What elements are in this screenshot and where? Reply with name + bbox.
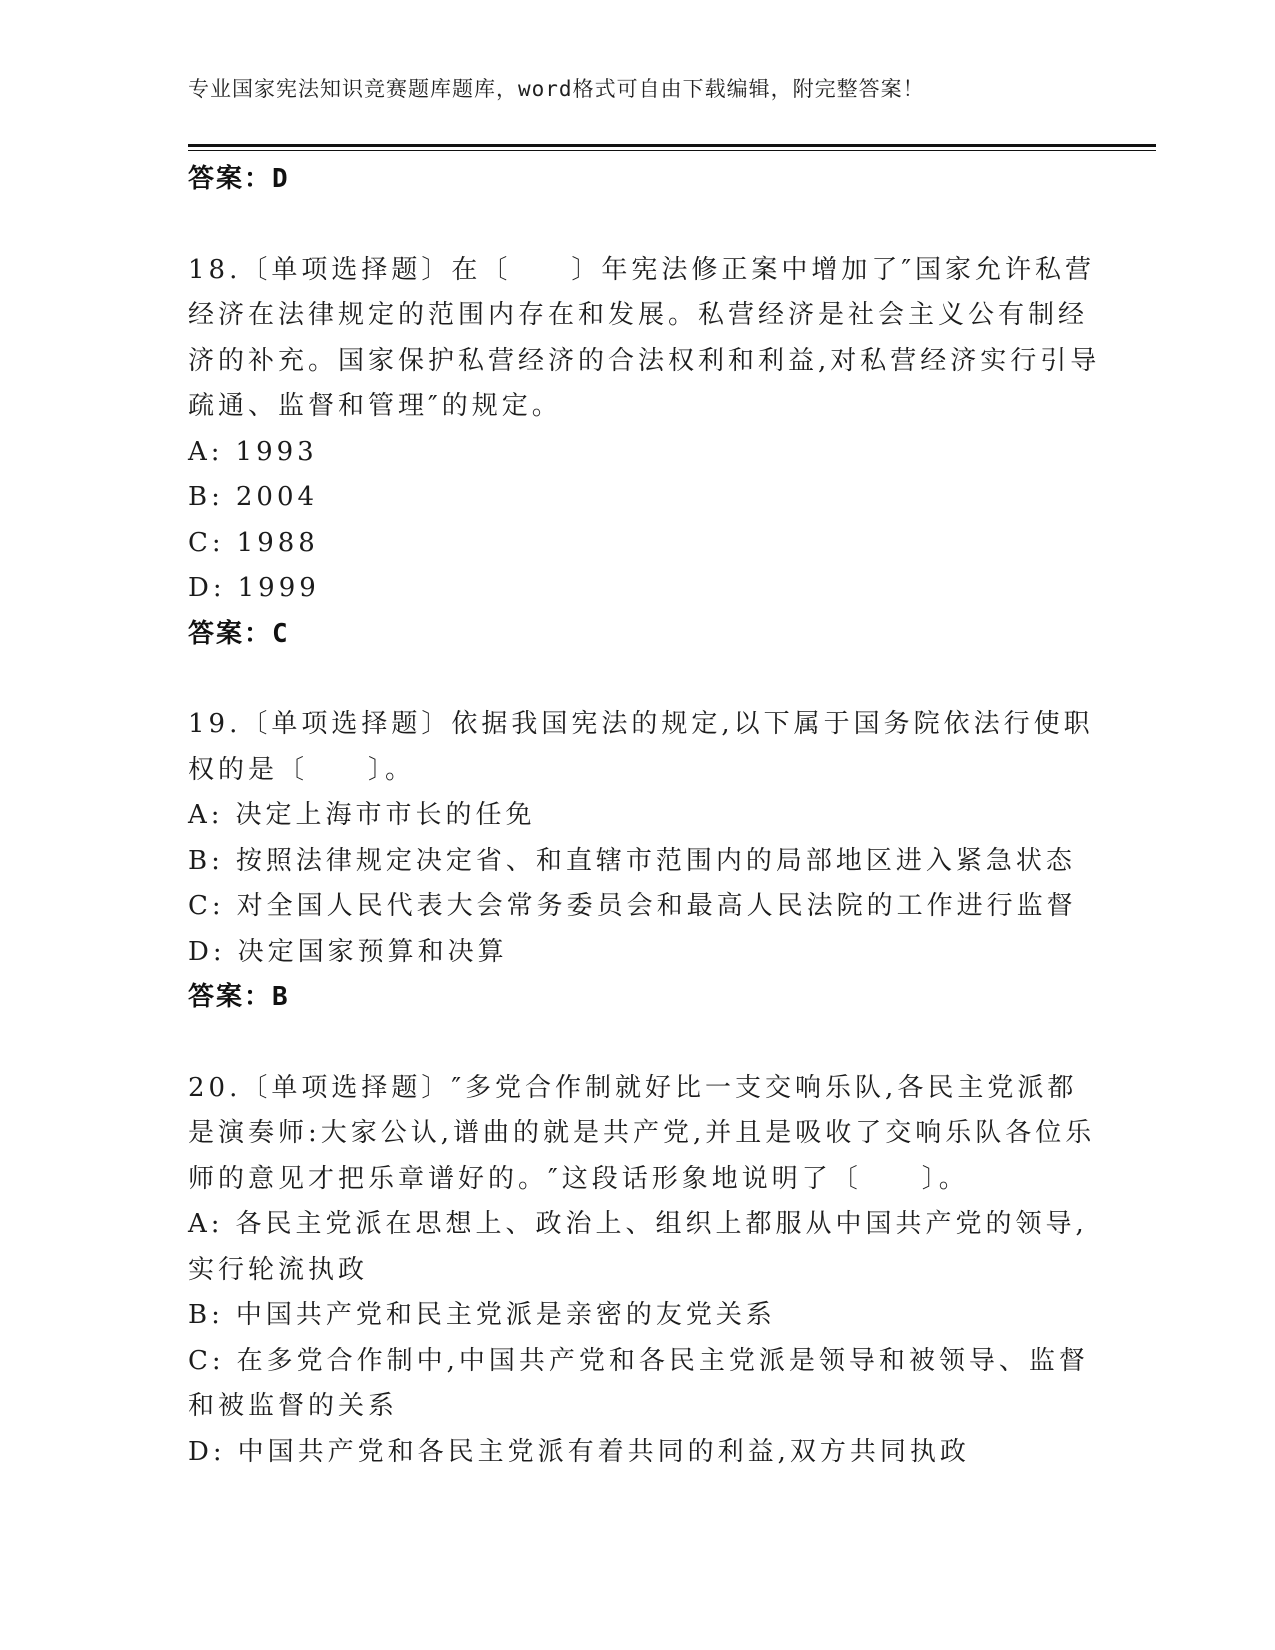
- answer-line: 答案：C: [188, 618, 290, 649]
- question-stem-line: 是演奏师:大家公认,谱曲的就是共产党,并且是吸收了交响乐队各位乐: [188, 1118, 1096, 1148]
- option-text: 在多党合作制中,中国共产党和各民主党派是领导和被领导、监督: [236, 1345, 1089, 1376]
- option-key: D:: [188, 573, 226, 603]
- option-key: D:: [188, 1436, 226, 1467]
- option-key: A:: [188, 800, 224, 830]
- question-18: [188, 248, 1101, 658]
- document-body: [188, 157, 1101, 1475]
- option-key: B:: [188, 482, 224, 512]
- question-stem-line: 20.〔单项选择题〕″多党合作制就好比一支交响乐队,各民主党派都: [188, 1072, 1078, 1103]
- question-stem-line: 疏通、监督和管理″的规定。: [188, 391, 562, 421]
- option-key: D:: [188, 936, 226, 967]
- option-d: [188, 930, 1088, 976]
- question-stem-line: 18.〔单项选择题〕在〔 〕年宪法修正案中增加了″国家允许私营: [188, 254, 1096, 285]
- question-stem-line: 权的是〔 〕。: [188, 754, 416, 785]
- option-d: [188, 566, 1088, 612]
- option-a: [188, 793, 1088, 839]
- option-a: [188, 430, 1088, 476]
- option-c: [188, 884, 1088, 930]
- option-key: C:: [188, 1345, 225, 1376]
- option-text: 2004: [235, 482, 319, 512]
- page-header: 专业国家宪法知识竞赛题库题库，word格式可自由下载编辑，附完整答案！: [188, 77, 925, 101]
- option-key: B:: [188, 1300, 224, 1330]
- question-20: [188, 1066, 1096, 1476]
- option-key: A:: [188, 1209, 224, 1239]
- header-rule-thin: [188, 150, 1156, 151]
- option-c: [188, 1339, 1088, 1385]
- option-text: 对全国人民代表大会常务委员会和最高人民法院的工作进行监督: [236, 891, 1077, 921]
- option-text: 中国共产党和各民主党派有着共同的利益,双方共同执政: [237, 1436, 970, 1467]
- option-c-continued: 和被监督的关系: [188, 1391, 399, 1421]
- header-rule-thick: [188, 144, 1156, 147]
- option-b: [188, 475, 1088, 521]
- option-text: 决定上海市市长的任免: [235, 800, 536, 830]
- option-key: A:: [188, 436, 224, 467]
- question-stem-line: 师的意见才把乐章谱好的。″这段话形象地说明了〔 〕。: [188, 1163, 969, 1194]
- option-b: [188, 1293, 1088, 1339]
- answer-line: 答案：B: [188, 982, 290, 1012]
- option-text: 1993: [235, 436, 318, 467]
- option-text: 中国共产党和民主党派是亲密的友党关系: [235, 1300, 776, 1330]
- previous-answer: 答案：D: [188, 164, 290, 194]
- option-a-continued: 实行轮流执政: [188, 1254, 369, 1285]
- question-stem-line: 济的补充。国家保护私营经济的合法权利和利益,对私营经济实行引导: [188, 345, 1101, 376]
- question-19: [188, 702, 1094, 1021]
- option-c: [188, 521, 1088, 567]
- option-text: 1999: [237, 573, 320, 603]
- option-text: 1988: [236, 527, 319, 558]
- option-key: B:: [188, 845, 224, 876]
- option-d: [188, 1430, 1088, 1476]
- option-a: [188, 1202, 1088, 1248]
- option-key: C:: [188, 891, 225, 921]
- option-text: 按照法律规定决定省、和直辖市范围内的局部地区进入紧急状态: [235, 845, 1076, 876]
- option-key: C:: [188, 527, 225, 558]
- question-stem-line: 19.〔单项选择题〕依据我国宪法的规定,以下属于国务院依法行使职: [188, 709, 1094, 739]
- option-text: 决定国家预算和决算: [237, 936, 508, 967]
- question-stem-line: 经济在法律规定的范围内存在和发展。私营经济是社会主义公有制经: [188, 300, 1089, 330]
- option-b: [188, 839, 1088, 885]
- option-text: 各民主党派在思想上、政治上、组织上都服从中国共产党的领导,: [235, 1209, 1088, 1239]
